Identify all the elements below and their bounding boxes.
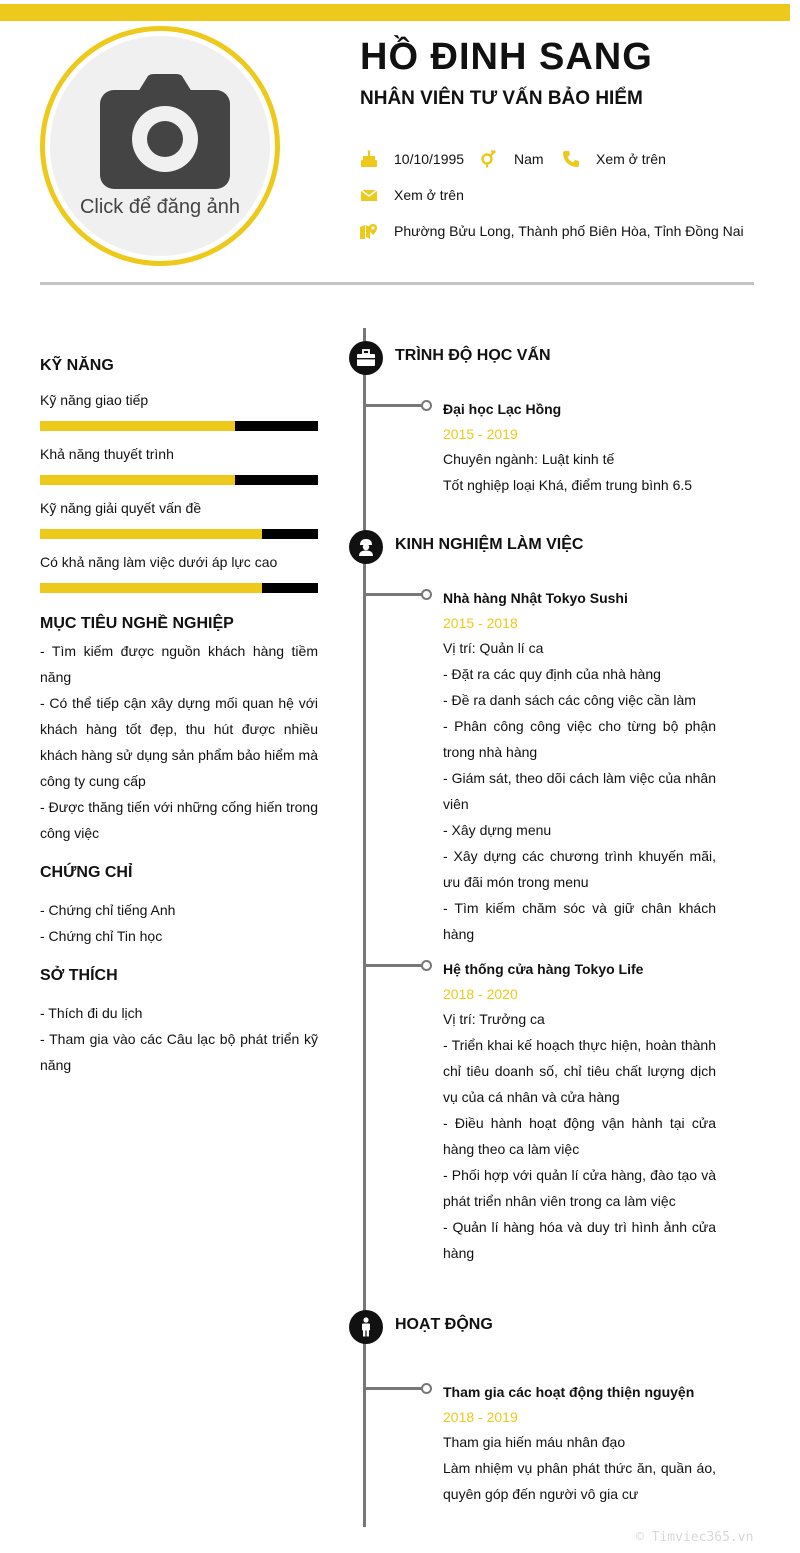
entry-line: - Đặt ra các quy định của nhà hàng [443, 666, 661, 682]
entry-line: - Đề ra danh sách các công việc cần làm [443, 692, 696, 708]
email-row [360, 186, 464, 204]
certificates-heading: CHỨNG CHỈ [40, 864, 133, 881]
entry-line: - Xây dựng các chương trình khuyến mãi, ưu đãi món trong menu [443, 848, 716, 890]
activity-name: Tham gia các hoạt động thiện nguyện [443, 1384, 695, 1400]
entry-line: Vị trí: Trưởng ca [443, 1011, 545, 1027]
objective-line: - Tìm kiếm được nguồn khách hàng tiềm năng [40, 643, 318, 685]
avatar-upload[interactable] [40, 26, 280, 266]
entry-line: Tham gia hiến máu nhân đạo [443, 1434, 626, 1450]
skill-bar [40, 421, 318, 431]
education-section-icon [349, 341, 383, 375]
skill-label: Có khả năng làm việc dưới áp lực cao [40, 554, 278, 570]
entry-line: - Tìm kiếm chăm sóc và giữ chân khách hàng [443, 900, 716, 942]
experience-heading: KINH NGHIỆM LÀM VIỆC [395, 536, 584, 553]
job-title: NHÂN VIÊN TƯ VẤN BẢO HIỂM [360, 88, 643, 109]
timeline-branch [366, 1387, 423, 1390]
skill-bar-fill [40, 475, 235, 485]
entry-line: - Quản lí hàng hóa và duy trì hình ảnh cửa hàng [443, 1219, 716, 1261]
address-row [360, 222, 744, 240]
certificate-line: - Chứng chỉ tiếng Anh [40, 902, 176, 918]
hobbies-text [40, 1000, 318, 1078]
entry-line: - Điều hành hoạt động vận hành tại cửa hàng theo ca làm việc [443, 1115, 716, 1157]
entry-date: 2015 - 2018 [443, 615, 518, 631]
cake-icon [360, 150, 378, 168]
certificate-line: - Chứng chỉ Tin học [40, 928, 163, 944]
skills-heading: KỸ NĂNG [40, 357, 114, 374]
skill-bar-fill [40, 583, 262, 593]
timeline-branch [366, 404, 423, 407]
hobbies-heading: SỞ THÍCH [40, 967, 118, 984]
entry-line: Tốt nghiệp loại Khá, điểm trung bình 6.5 [443, 477, 693, 493]
briefcase-icon [356, 349, 376, 367]
timeline-branch [366, 593, 423, 596]
entry-line: - Phối hợp với quản lí cửa hàng, đào tạo và phát triển nhân viên trong ca làm việc [443, 1167, 716, 1209]
education-entry [443, 398, 716, 498]
worker-icon [356, 537, 376, 557]
timeline-dot [421, 960, 432, 971]
objective-line: - Được thăng tiến với những cống hiến trong công việc [40, 799, 318, 841]
phone-row [562, 150, 666, 168]
skill-bar [40, 529, 318, 539]
address-value: Phường Bửu Long, Thành phố Biên Hòa, Tỉnh Đồng Nai [394, 223, 744, 239]
timeline-dot [421, 1383, 432, 1394]
entry-line: Chuyên ngành: Luật kinh tế [443, 451, 615, 467]
objective-heading: MỤC TIÊU NGHỀ NGHIỆP [40, 615, 234, 632]
skill-label: Kỹ năng giải quyết vấn đề [40, 500, 202, 516]
timeline-dot [421, 589, 432, 600]
entry-date: 2018 - 2020 [443, 986, 518, 1002]
footer-watermark: © Timviec365.vn [636, 1530, 754, 1545]
activity-entry [443, 1381, 716, 1507]
education-heading: TRÌNH ĐỘ HỌC VẤN [395, 347, 551, 364]
company-name: Hệ thống cửa hàng Tokyo Life [443, 961, 644, 977]
entry-line: - Xây dựng menu [443, 822, 552, 838]
gender-icon [480, 150, 498, 168]
map-icon [360, 222, 378, 240]
skill-bar [40, 583, 318, 593]
phone-value: Xem ở trên [596, 151, 666, 167]
company-name: Nhà hàng Nhật Tokyo Sushi [443, 590, 628, 606]
candidate-name: HỒ ĐINH SANG [360, 36, 653, 78]
entry-line: - Giám sát, theo dõi cách làm việc của nhân viên [443, 770, 716, 812]
entry-line: Làm nhiệm vụ phân phát thức ăn, quần áo, quyên góp đến người vô gia cư [443, 1460, 716, 1502]
phone-icon [562, 150, 580, 168]
certificates-text [40, 897, 318, 949]
objective-text [40, 638, 318, 846]
skill-bar-fill [40, 529, 262, 539]
birthday-value: 10/10/1995 [394, 151, 465, 167]
entry-line: Vị trí: Quản lí ca [443, 640, 544, 656]
gender-value: Nam [514, 151, 544, 167]
email-icon [360, 186, 378, 204]
avatar-upload-label: Click để đăng ảnh [79, 196, 241, 218]
entry-date: 2018 - 2019 [443, 1409, 518, 1425]
skill-label: Khả năng thuyết trình [40, 446, 174, 462]
header-divider [40, 282, 754, 285]
birthday-row [360, 150, 464, 168]
skill-bar-fill [40, 421, 235, 431]
top-accent-bar [0, 4, 790, 21]
email-value: Xem ở trên [394, 187, 464, 203]
skill-bar [40, 475, 318, 485]
gender-row [480, 150, 544, 168]
timeline-line [363, 328, 366, 1527]
entry-line: - Phân công công việc cho từng bộ phận trong nhà hàng [443, 718, 716, 760]
timeline-dot [421, 400, 432, 411]
hobby-line: - Tham gia vào các Câu lạc bộ phát triển kỹ năng [40, 1031, 318, 1073]
activities-heading: HOẠT ĐỘNG [395, 1316, 493, 1333]
experience-entry [443, 958, 716, 1266]
timeline-branch [366, 964, 423, 967]
experience-section-icon [349, 530, 383, 564]
entry-date: 2015 - 2019 [443, 426, 518, 442]
activities-section-icon [349, 1310, 383, 1344]
experience-entry [443, 587, 716, 947]
objective-line: - Có thể tiếp cận xây dựng mối quan hệ với khách hàng tốt đẹp, thu hút được nhiều khách hàng sử dụng sản phẩm bảo hiểm mà công ty cung cấp [40, 695, 318, 789]
entry-line: - Triển khai kế hoạch thực hiện, hoàn thành chỉ tiêu doanh số, chỉ tiêu chất lượng dịch vụ của cá nhân và cửa hàng [443, 1037, 716, 1105]
camera-icon [100, 74, 230, 189]
school-name: Đại học Lạc Hồng [443, 401, 562, 417]
hobby-line: - Thích đi du lịch [40, 1005, 143, 1021]
avatar-placeholder [50, 36, 270, 256]
person-icon [359, 1317, 373, 1337]
skill-label: Kỹ năng giao tiếp [40, 392, 149, 408]
